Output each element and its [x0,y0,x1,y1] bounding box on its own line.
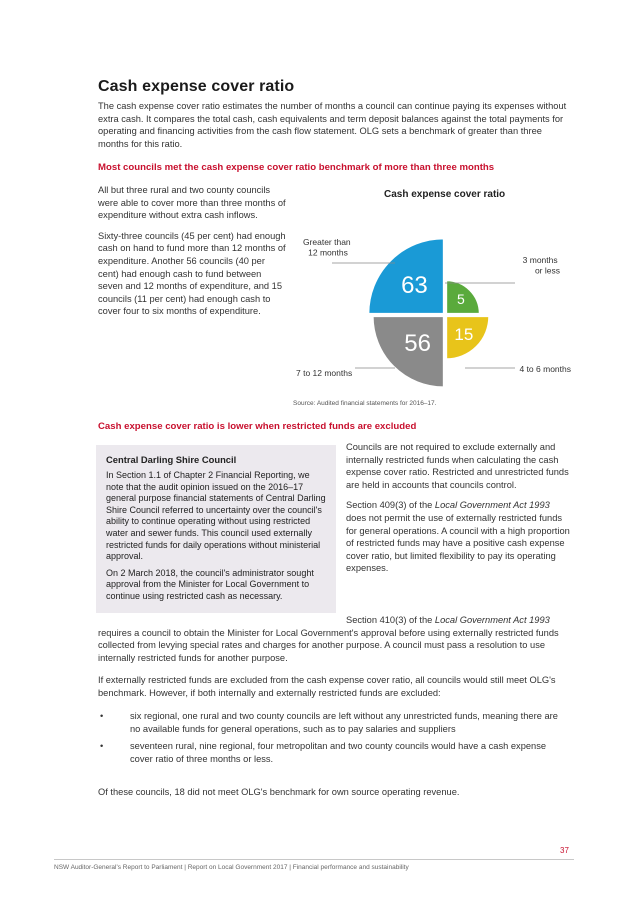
paragraph-excluded-funds: If externally restricted funds are excluded from the cash expense cover ratio, all councils would still meet OLG's benchmark. However, if both internally and externally restricted funds are excluded: [98,675,556,698]
list-item [98,710,570,735]
section-410-end: requires a council to obtain the Minister for Local Government's approval before using externally restricted funds collected from levying special rates and charges for another purpose. A council must pass a resolution to use internally restricted funds for another purpose. [98,627,559,663]
bullet-text-1: six regional, one rural and two county councils are left without any unrestricted funds, meaning there are no available funds for general operations, such as to pay salaries and suppliers [130,711,558,734]
right-paragraph-2-end: does not permit the use of externally restricted funds for general operations. A council with a high proportion of restricted funds may have a positive cash expense cover ratio, but limited flexibility to pay its operating expenses. [346,512,570,574]
right-paragraph-1: Councils are not required to exclude externally and internally restricted funds when calculating the cash expense cover ratio. Restricted and unrestricted funds are held in accounts that councils control. [346,442,569,490]
left-paragraph-2: Sixty-three councils (45 per cent) had enough cash on hand to fund more than 12 months of expenditure. Another 56 councils (40 per cent) had enough cash to fund between seven and 12 months of expenditure, and 15 councils (11 per cent) had enough cash to cover four to six months of expenditure. [98,230,286,317]
case-study-paragraph-2: On 2 March 2018, the council's administrator sought approval from the Minister for Local Government to continue using restricted cash as necessary. [106,567,314,601]
section-410-start: Section 410(3) of the [346,615,435,625]
label-greater-12-line2: 12 months [308,247,348,258]
label-4-6-months: 4 to 6 months [519,364,571,374]
value-label-56: 56 [404,329,431,357]
paragraph-section-410 [98,614,570,664]
right-column [346,441,570,575]
page-heading: Cash expense cover ratio [98,78,295,95]
intro-paragraph: The cash expense cover ratio estimates the number of months a council can continue paying its expenses without extra cash. It compares the total cash, cash equivalents and term deposit balances against the total payments for operating and financing activities from the cash flow statement. OLG sets a benchmark of greater than three months for this ratio. [98,101,567,149]
case-study-paragraph-1: In Section 1.1 of Chapter 2 Financial Reporting, we note that the audit opinion issued on the 2016–17 general purpose financial statements of Central Darling Shire Council referred to uncertainty over the council's ability to continue operating without using restricted water and sewer funds. This council used externally restricted funds for daily operations without ministerial approval. [106,470,326,562]
bullet-icon: • [100,741,104,752]
cash-cover-pie-chart [280,225,580,395]
bullet-list [98,710,570,765]
case-study-box [96,445,336,613]
paragraph-conclusion: Of these councils, 18 did not meet OLG's benchmark for own source operating revenue. [98,787,460,797]
right-paragraph-2-start: Section 409(3) of the [346,500,435,511]
label-7-12-months: 7 to 12 months [296,368,353,378]
bullet-text-2: seventeen rural, nine regional, four metropolitan and two county councils would have a cash expense cover ratio of three months or less. [130,741,547,764]
value-label-15: 15 [454,324,474,344]
value-label-63: 63 [401,271,428,299]
left-column [98,184,288,318]
chart-title: Cash expense cover ratio [384,189,506,200]
right-paragraph-2 [346,499,570,575]
subheading-benchmark: Most councils met the cash expense cover ratio benchmark of more than three months [98,162,495,173]
label-3-months-line1: 3 months [522,255,558,265]
svg-text:Greater than 12 months [303,237,353,258]
list-item [98,740,570,765]
subheading-restricted-funds: Cash expense cover ratio is lower when restricted funds are excluded [98,421,417,432]
page-footer: NSW Auditor-General's Report to Parliament | Report on Local Government 2017 | Financial performance and sustainability [54,864,409,871]
left-paragraph-1: All but three rural and two county councils were able to cover more than three months of expenditure without extra cash inflows. [98,185,286,221]
bullet-icon: • [100,711,104,721]
chart-source: Source: Audited financial statements for 2016–17. [293,400,437,407]
case-study-title: Central Darling Shire Council [106,454,237,465]
svg-text:3 months or less [523,255,560,276]
value-label-5: 5 [457,290,465,307]
page-number: 37 [560,846,569,855]
label-3-months-line2: or less [534,265,560,276]
footer-divider [54,859,574,860]
act-title-410: Local Government Act 1993 [434,615,550,625]
label-greater-12-line1: Greater than [302,237,351,247]
act-title-409: Local Government Act 1993 [434,500,550,511]
